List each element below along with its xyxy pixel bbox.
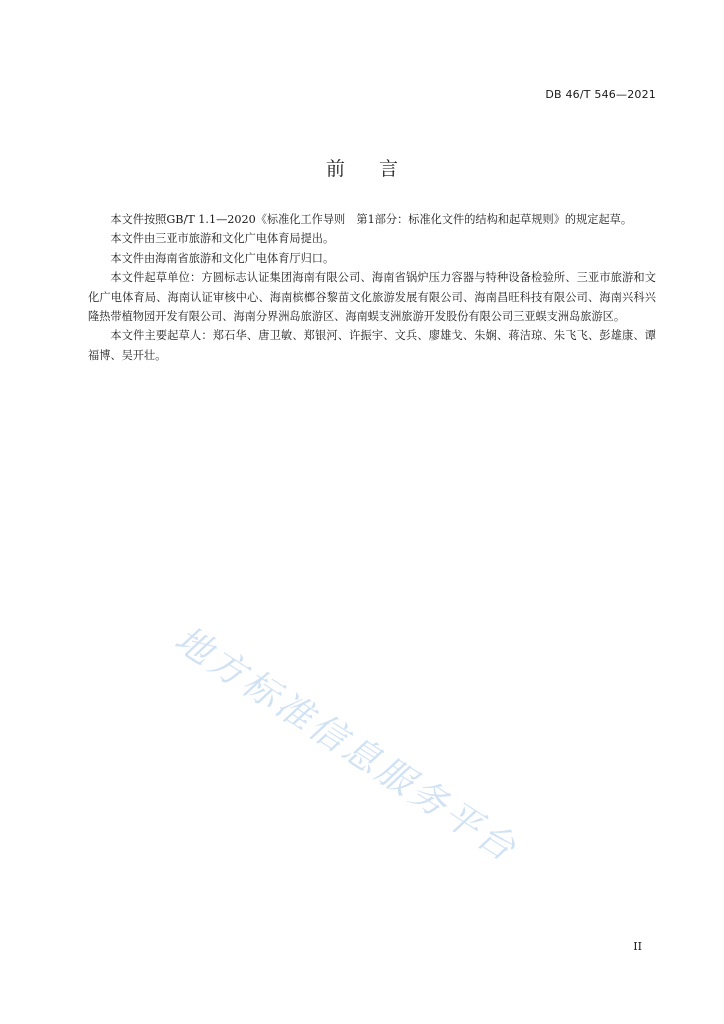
document-code: DB 46/T 546—2021 xyxy=(545,88,656,101)
page-title: 前言 xyxy=(325,158,432,180)
page-number: II xyxy=(633,940,642,953)
paragraph-drafters: 本文件主要起草人：郑石华、唐卫敏、郑银河、许振宇、文兵、廖雄戈、朱娴、蒋洁琼、朱飞飞、彭雄康、谭福博、吴开壮。 xyxy=(88,329,656,362)
paragraph-administrator: 本文件由海南省旅游和文化广电体育厅归口。 xyxy=(110,251,335,265)
paragraph-drafting-rules: 本文件按照GB/T 1.1—2020《标准化工作导则 第1部分：标准化文件的结构和起草规则》的规定起草。 xyxy=(110,213,633,226)
paragraph-proposer: 本文件由三亚市旅游和文化广电体育局提出。 xyxy=(110,232,335,246)
document-body xyxy=(88,210,656,365)
watermark-text: 地方标准信息服务平台 xyxy=(167,618,526,872)
paragraph-drafting-units: 本文件起草单位：方圆标志认证集团海南有限公司、海南省锅炉压力容器与特种设备检验所、三亚市旅游和文化广电体育局、海南认证审核中心、海南槟榔谷黎苗文化旅游发展有限公司、海南昌旺科技有限公司、海南兴科兴隆热带植物园开发有限公司、海南分界洲岛旅游区、海南蜈支洲旅游开发股份有限公司三亚蜈支洲岛旅游区。 xyxy=(88,271,656,324)
